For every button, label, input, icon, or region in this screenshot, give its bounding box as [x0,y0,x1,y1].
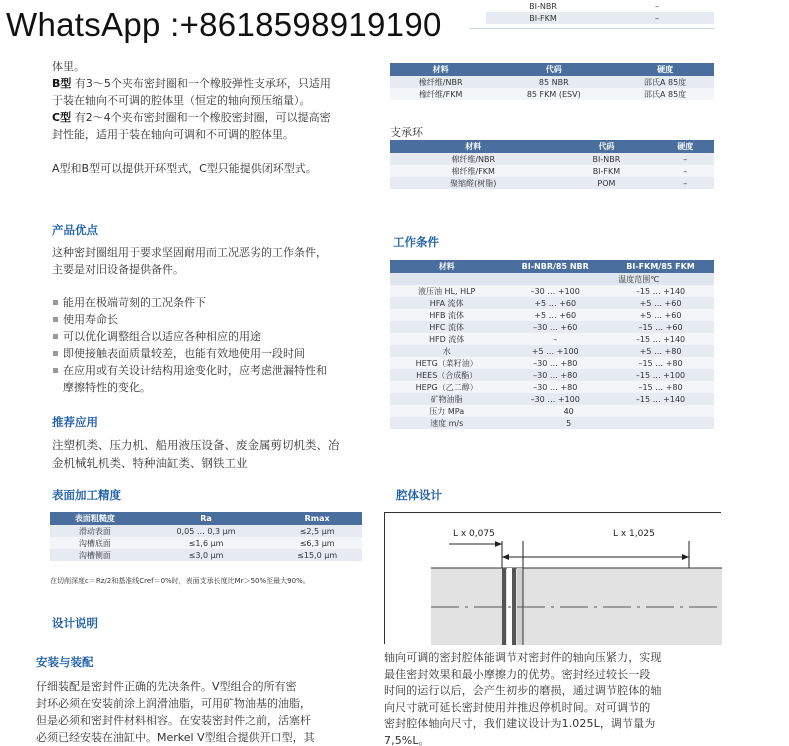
table-cell: 橡纤维/FKM [390,88,491,100]
type-b-line2: 于装在轴向不可调的腔体里（恒定的轴向预压缩量）。 [52,94,311,107]
pressure-label: 压力 MPa [390,405,503,417]
cavity-heading: 腔体设计 [396,488,442,502]
conditions-header-1: BI-NBR/85 NBR [503,260,607,273]
table-row [50,549,362,561]
list-item-cont: 摩擦特性的变化。 [63,381,151,394]
table-row [50,537,362,549]
table-cell: ≤1,6 μm [140,537,273,549]
table-row [390,333,714,345]
table-cell: – [656,165,714,177]
list-item: 即使接触表面质量较差，也能有效地使用一段时间 [52,345,327,362]
cavity-line6: 7,5%L。 [384,733,430,746]
table-row [390,357,714,369]
cavity-line1: 轴向可调的密封腔体能调节对密封件的轴向压紧力，实现 [384,651,662,664]
table-cell: +5 … +60 [607,309,714,321]
install-panel [30,640,380,746]
install-heading: 安装与装配 [36,655,94,669]
table-cell: –30 … +100 [503,393,607,405]
table-cell: BI-NBR [486,0,600,12]
table-cell: –15 … +100 [607,369,714,381]
table-cell: –15 … +80 [607,381,714,393]
applications-text [52,436,340,472]
table-cell: HEPG（乙二醇） [390,381,503,393]
table-cell: ≤2,5 μm [272,525,362,537]
applications-line2: 金机械轧机类、特种油缸类、钢铁工业 [52,456,248,470]
surface-header-2: Rmax [272,512,362,525]
clipped-text-fragment [52,634,352,638]
table-row [390,297,714,309]
cavity-line4: 向尺寸就可延长密封使用并推迟停机时间。对可调节的 [384,700,651,714]
whatsapp-watermark: WhatsApp :+8618598919190 [6,6,442,43]
table-row [390,165,714,177]
applications-line1: 注塑机类、压力机、船用液压设备、废金属剪切机类、冶 [52,438,340,452]
list-item: 使用寿命长 [52,311,327,328]
list-item: 在应用或有关设计结构用途变化时，应考虑泄漏特性和 [52,362,327,379]
seal-header-0: 材料 [390,63,491,76]
table-cell: 液压油 HL, HLP [390,285,503,297]
table-cell: –15 … +140 [607,333,714,345]
intro-line0: 体里。 [52,60,85,73]
cavity-line2: 最佳密封效果和最小摩擦力的优势。密封经过较长一段 [384,667,651,681]
table-row [390,321,714,333]
table-cell: 聚缩醛(树脂) [390,177,556,189]
cavity-text [384,650,714,746]
type-b-desc [52,75,382,143]
table-cell: +5 … +100 [503,345,607,357]
table-cell: – [503,333,607,345]
table-cell: – [600,0,714,12]
table-cell: HETG（菜籽油） [390,357,503,369]
table-cell: 沟槽侧面 [50,549,140,561]
install-line2: 封环必须在安装前涂上润滑油脂，可用矿物油基的油脂， [36,697,311,710]
install-text [36,678,376,746]
conditions-heading: 工作条件 [393,235,439,249]
table-cell: BI-FKM [556,165,656,177]
table-row [390,285,714,297]
ring-type-note: A型和B型可以提供开环型式，C型只能提供闭环型式。 [52,162,317,175]
support-ring-heading: 支承环 [390,126,423,139]
temperature-range-label: 温度范围℃ [503,273,714,285]
design-note-heading: 设计说明 [52,616,98,630]
table-cell: – [600,12,714,24]
table-cell: – [656,177,714,189]
list-item: 能用在极端苛刻的工况条件下 [52,294,327,311]
table-cell: –30 … +60 [503,321,607,333]
table-cell: ≤6,3 μm [272,537,362,549]
type-c-label: C型 [52,111,72,124]
table-cell: 沟槽底面 [50,537,140,549]
table-row [390,393,714,405]
support-header-1: 代码 [556,140,656,153]
table-cell: HFB 流体 [390,309,503,321]
install-line4: 必须已经安装在油缸中。Merkel V型组合提供开口型，其 [36,731,315,744]
table-cell: +5 … +80 [607,345,714,357]
conditions-header-0: 材料 [390,260,503,273]
table-cell: 邵氏A 85度 [616,76,714,88]
table-cell: –30 … +80 [503,369,607,381]
table-cell: 水 [390,345,503,357]
conditions-table [390,260,714,429]
table-cell: 滑动表面 [50,525,140,537]
table-row [390,369,714,381]
advantages-list [52,294,327,396]
table-row [390,153,714,165]
table-cell: 橡纤维/NBR [390,76,491,88]
seal-header-2: 硬度 [616,63,714,76]
table-cell: –30 … +80 [503,357,607,369]
table-cell: –15 … +140 [607,285,714,297]
advantages-p1: 这种密封圈组用于要求坚固耐用而工况恶劣的工作条件， [52,246,327,259]
table-cell: POM [556,177,656,189]
table-cell: HFD 流体 [390,333,503,345]
table-cell: 0,05 … 0,3 μm [140,525,273,537]
table-cell: +5 … +60 [607,297,714,309]
dimension-label-1: L x 0,075 [453,529,495,539]
cavity-diagram [384,512,721,644]
table-row [390,417,714,429]
table-cell: BI-FKM [486,12,600,24]
table-cell: –15 … +80 [607,357,714,369]
table-cell: –15 … +140 [607,393,714,405]
type-c-line2: 封性能，适用于装在轴向可调和不可调的腔体里。 [52,128,294,141]
table-cell: HEES（合成酯） [390,369,503,381]
table-row [486,0,714,12]
pressure-value: 40 [503,405,714,417]
speed-label: 速度 m/s [390,417,503,429]
table-row [390,345,714,357]
table-cell: ≤3,0 μm [140,549,273,561]
advantages-heading: 产品优点 [52,223,98,237]
support-header-0: 材料 [390,140,556,153]
cavity-line3: 时间的运行以后，会产生初步的磨损，通过调节腔体的轴 [384,684,662,697]
table-cell: HFC 流体 [390,321,503,333]
table-cell: 棉纤维/FKM [390,165,556,177]
table-row [390,381,714,393]
table-cell: HFA 流体 [390,297,503,309]
table-cell: – [656,153,714,165]
type-b-label: B型 [52,77,72,90]
cavity-line5: 密封腔体轴向尺寸，我们建议设计为1.025L，调节量为 [384,717,656,730]
surface-footnote: 在切削深度c＝Rz/2和基准线Cref＝0%时，表面支承长度比Mr＞50%至最大90%。 [50,577,310,585]
support-header-2: 硬度 [656,140,714,153]
seal-material-table [390,63,714,100]
table-cell: 85 FKM (ESV) [491,88,616,100]
seal-header-1: 代码 [491,63,616,76]
table-cell: 棉纤维/NBR [390,153,556,165]
table-cell: –15 … +60 [607,321,714,333]
surface-table [50,512,362,561]
table-row [390,405,714,417]
table-row [50,525,362,537]
speed-value: 5 [503,417,714,429]
advantages-p2: 主要是对旧设备提供备件。 [52,263,184,276]
dimension-label-2: L x 1,025 [613,529,655,539]
table-cell: –30 … +100 [503,285,607,297]
table-cell: 邵氏A 85度 [616,88,714,100]
table-row [390,76,714,88]
type-c-line1: 有2～4个夹布密封圈和一个橡胶密封圈，可以提高密 [74,111,331,124]
table-cell: ≤15,0 μm [272,549,362,561]
table-row [390,88,714,100]
surface-header-1: Ra [140,512,273,525]
advantages-intro [52,244,327,278]
applications-heading: 推荐应用 [52,415,98,429]
table-cell: 85 NBR [491,76,616,88]
type-b-line1: 有3～5个夹布密封圈和一个橡胶弹性支承环，只适用 [74,77,331,90]
install-line1: 仔细装配是密封件正确的先决条件。V型组合的所有密 [36,680,297,693]
install-line3: 但是必须和密封件材料相容。在安装密封件之前，活塞杆 [36,714,311,727]
support-ring-table [390,140,714,189]
surface-header-0: 表面粗糙度 [50,512,140,525]
table-row [486,12,714,24]
conditions-header-2: BI-FKM/85 FKM [607,260,714,273]
table-cell: 矿物油脂 [390,393,503,405]
table-row [390,309,714,321]
table-cell: BI-NBR [556,153,656,165]
list-item: 可以优化调整组合以适应各种相应的用途 [52,328,327,345]
top-material-table [486,0,714,24]
table-cell: +5 … +60 [503,309,607,321]
surface-heading: 表面加工精度 [52,488,121,502]
table-cell: +5 … +60 [503,297,607,309]
table-cell: –30 … +80 [503,381,607,393]
table-row [390,177,714,189]
